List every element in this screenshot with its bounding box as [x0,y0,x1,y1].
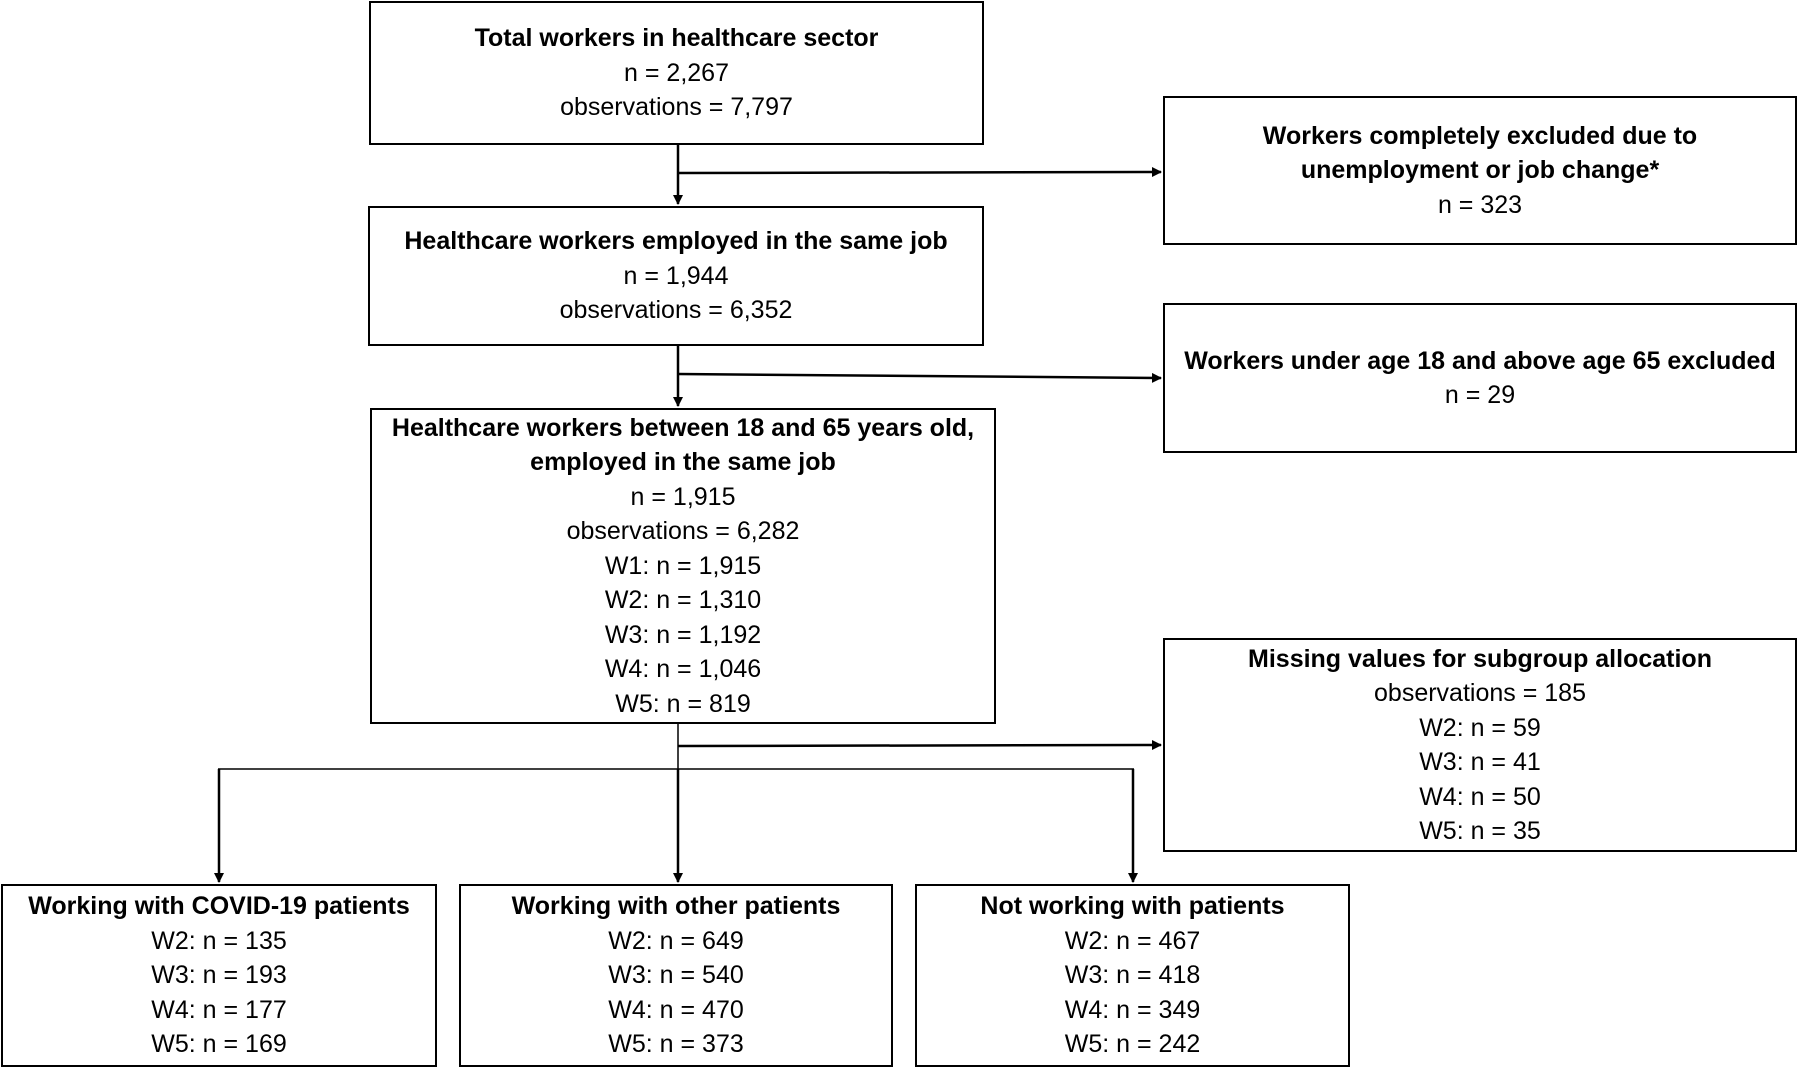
box-covid-w5: W5: n = 169 [151,1030,287,1059]
box-covid-w2: W2: n = 135 [151,926,287,955]
box-covid-w3: W3: n = 193 [151,961,287,990]
box-excluded-job-change [1163,96,1797,245]
box-not-patients-w3: W3: n = 418 [1064,961,1201,990]
box-other-w3: W3: n = 540 [608,961,744,990]
box-age-range-observations: observations = 6,282 [566,517,800,546]
box-covid-w4: W4: n = 177 [151,995,287,1024]
box-other-patients [459,884,893,1067]
box-excluded-job-title-2: unemployment or job change* [1300,156,1660,185]
box-not-patients-w4: W4: n = 349 [1064,995,1201,1024]
box-excluded-job-title-1: Workers completely excluded due to [1262,121,1698,150]
box-not-patients-title: Not working with patients [980,892,1285,921]
box-total-workers [369,1,984,145]
box-age-range [370,408,996,724]
box-other-title: Working with other patients [511,892,841,921]
box-excluded-age-title: Workers under age 18 and above age 65 excluded [1184,346,1776,375]
box-total-n: n = 2,267 [624,58,729,87]
box-excluded-job-n: n = 323 [1437,190,1523,219]
box-covid-title: Working with COVID-19 patients [28,892,410,921]
box-same-job-title: Healthcare workers employed in the same job [404,227,948,256]
box-missing-w3: W3: n = 41 [1419,748,1541,776]
box-missing-values [1163,638,1797,852]
box-not-working-with-patients [915,884,1350,1067]
box-age-range-w2: W2: n = 1,310 [604,586,762,615]
box-total-observations: observations = 7,797 [560,93,793,122]
arrow-to-excluded-job [678,172,1161,173]
box-same-job-n: n = 1,944 [623,261,729,290]
box-covid-patients [1,884,437,1067]
box-total-title: Total workers in healthcare sector [474,24,879,53]
box-missing-w4: W4: n = 50 [1419,782,1541,811]
box-same-job-observations: observations = 6,352 [559,296,793,325]
box-age-range-w4: W4: n = 1,046 [604,655,762,684]
arrow-to-missing [678,745,1161,746]
box-excluded-age-n: n = 29 [1444,381,1516,409]
box-missing-w2: W2: n = 59 [1419,713,1541,742]
box-missing-w5: W5: n = 35 [1419,817,1541,845]
box-other-w2: W2: n = 649 [608,926,744,955]
box-age-range-title-2: employed in the same job [530,448,836,477]
box-same-job [368,206,984,346]
arrow-to-excluded-age [678,374,1161,378]
box-other-w5: W5: n = 373 [608,1030,744,1059]
box-other-w4: W4: n = 470 [608,995,744,1024]
box-age-range-w5: W5: n = 819 [615,689,751,718]
box-age-range-n: n = 1,915 [630,482,736,511]
box-missing-title: Missing values for subgroup allocation [1248,644,1712,673]
box-age-range-w3: W3: n = 1,192 [604,620,762,649]
box-age-range-title-1: Healthcare workers between 18 and 65 years old, [391,413,975,442]
box-not-patients-w2: W2: n = 467 [1064,926,1201,955]
box-not-patients-w5: W5: n = 242 [1064,1030,1201,1059]
box-age-range-w1: W1: n = 1,915 [604,551,762,580]
box-missing-observations: observations = 185 [1374,679,1586,707]
box-excluded-age [1163,303,1797,453]
